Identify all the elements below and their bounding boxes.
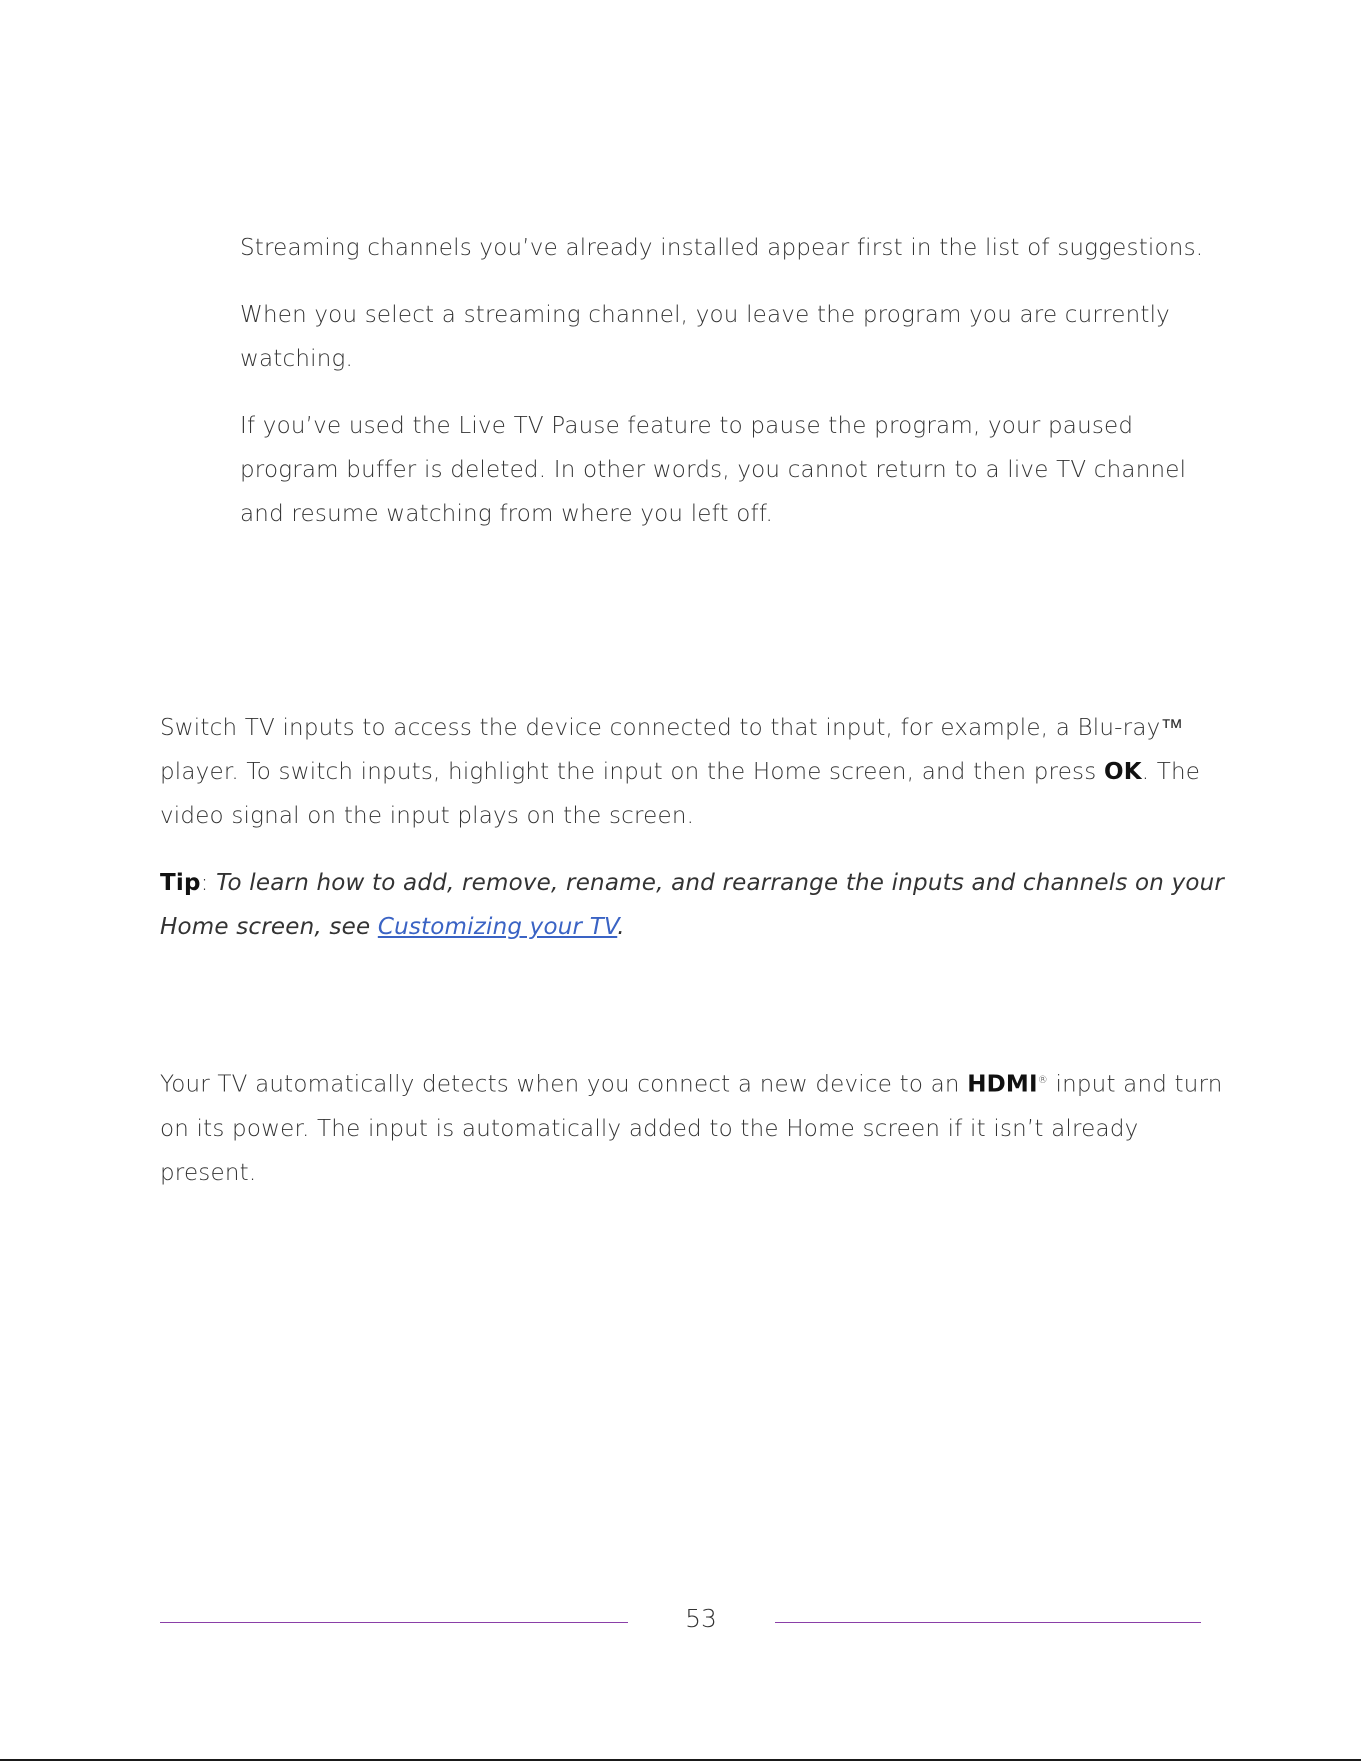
note-paragraph-installed-channels: Streaming channels you’ve already installed appear first in the list of suggestions. (240, 235, 1204, 261)
tip-paragraph (160, 861, 1230, 949)
hdmi-paragraph (160, 1059, 1230, 1195)
indented-notes (240, 226, 1220, 536)
hdmi-label: HDMI (967, 1071, 1038, 1098)
ok-key-label: OK (1103, 759, 1142, 785)
tip-end: . (617, 914, 625, 940)
switch-inputs-section (160, 706, 1230, 949)
page-number: 53 (685, 1604, 717, 1633)
hdmi-text: Your TV automatically detects when you connect a new device to an (160, 1071, 968, 1098)
tip-text: To learn how to add, remove, rename, and rearrange the inputs and channels on your Home screen, see (160, 870, 1225, 940)
customizing-your-tv-link[interactable]: Customizing your TV (377, 914, 618, 940)
hdmi-detect-section (160, 1059, 1230, 1195)
switch-inputs-text-end: . The video signal on the input plays on the screen. (160, 759, 1201, 829)
note-paragraph-leave-program: When you select a streaming channel, you leave the program you are currently watching. (240, 302, 1170, 372)
note-paragraph-pause-buffer: If you’ve used the Live TV Pause feature to pause the program, your paused program buffer is deleted. In other words, you cannot return to a live TV channel and resume watching from where you left off. (240, 413, 1187, 527)
hdmi-text-end: input and turn on its power. The input is automatically added to the Home screen if it isn’t already present. (160, 1071, 1223, 1186)
switch-inputs-paragraph (160, 706, 1230, 838)
footer-rule-right (775, 1622, 1201, 1623)
hdmi-registered-mark: ® (1037, 1075, 1048, 1086)
switch-inputs-text: Switch TV inputs to access the device connected to that input, for example, a Blu-ray™ player. To switch inputs, highlight the input on the Home screen, and then press (160, 715, 1184, 785)
footer-rule-left (160, 1622, 628, 1623)
tip-label: Tip (160, 870, 201, 896)
tip-colon: : (200, 870, 217, 896)
